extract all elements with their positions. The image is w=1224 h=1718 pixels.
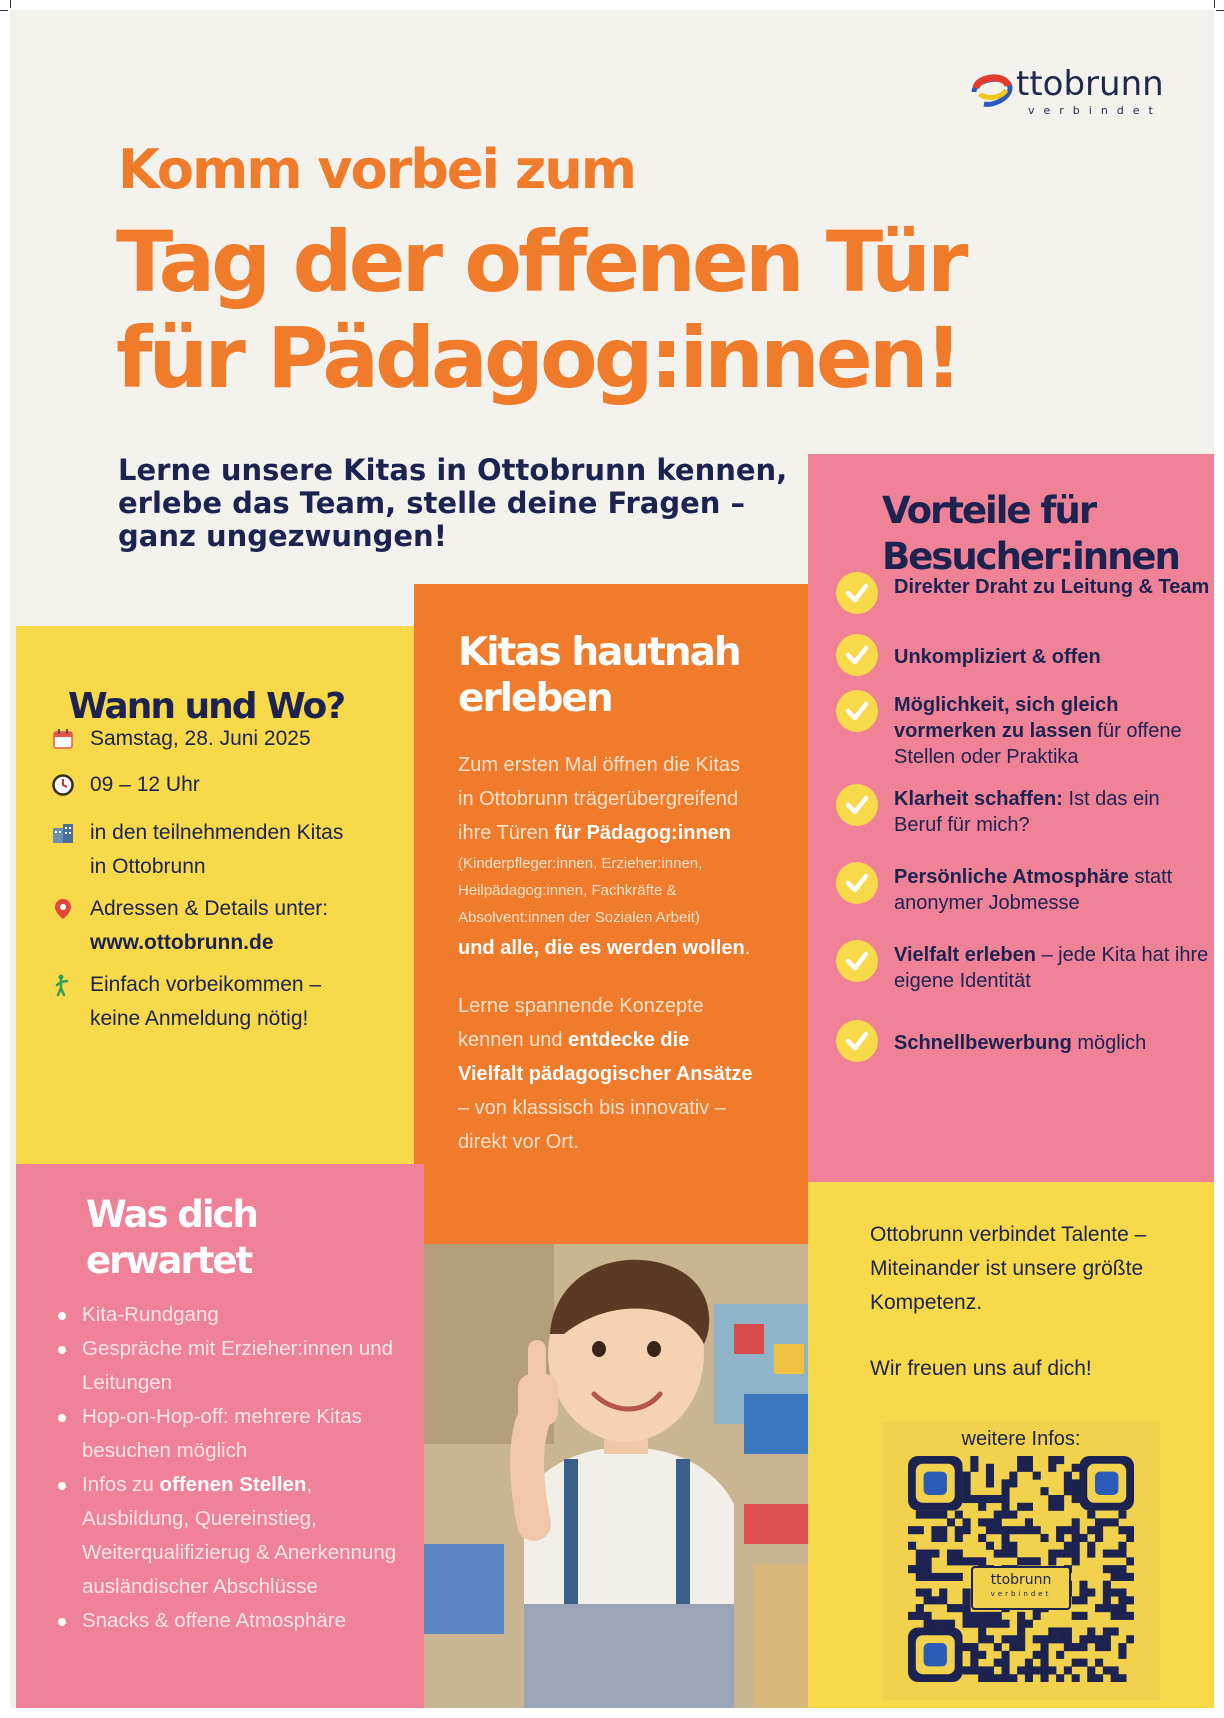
benefit-text [894, 574, 1210, 600]
ottobrunn-logo [970, 64, 1180, 124]
experience-panel [414, 584, 822, 1244]
experience-text-bold: entdecke die [568, 1029, 690, 1051]
closing-line: Kompetenz. [870, 1291, 983, 1314]
benefits-title [882, 488, 1179, 580]
closing-line: Ottobrunn verbindet Talente – [870, 1223, 1147, 1246]
benefit-item [836, 634, 1206, 678]
benefit-plain: für offene Stellen oder Praktika [894, 720, 1182, 768]
benefit-item [836, 572, 1210, 628]
drop-in-line: keine Anmeldung nötig! [90, 1007, 309, 1030]
benefit-text [894, 786, 1210, 838]
flyer-page [10, 10, 1214, 1708]
qr-logo-sub: verbindet [990, 1590, 1052, 1598]
check-icon [836, 940, 878, 982]
benefit-bold: Klarheit schaffen: [894, 788, 1063, 810]
experience-small-line: (Kinderpfleger:innen, Erzieher:innen, [458, 855, 703, 872]
walking-person-icon [52, 970, 74, 1000]
drop-in-line: Einfach vorbeikommen – [90, 973, 322, 996]
closing-line: Miteinander ist unsere größte [870, 1257, 1144, 1280]
list-item [56, 1468, 416, 1604]
experience-text [458, 748, 798, 1159]
experience-small-line: Heilpädagog:innen, Fachkräfte & [458, 882, 677, 899]
place-line: in den teilnehmenden Kitas [90, 821, 344, 844]
benefit-bold: Persönliche Atmosphäre [894, 866, 1129, 888]
benefit-bold: Direkter Draht zu Leitung & Team [894, 576, 1210, 598]
child-thumbs-up-illustration [414, 1244, 822, 1708]
closing-text [870, 1218, 1190, 1386]
qr-label: weitere Infos: [961, 1428, 1081, 1450]
experience-line [458, 816, 798, 850]
closing-panel [808, 1182, 1214, 1708]
crop-mark [10, 0, 11, 8]
details-text [90, 892, 410, 960]
headline-line-2: für Pädagog:innen! [116, 309, 959, 407]
expect-title [86, 1192, 257, 1284]
intro-line: Lerne unsere Kitas in Ottobrunn kennen, [118, 453, 788, 487]
benefit-bold: Unkompliziert & offen [894, 646, 1101, 668]
benefit-text [894, 864, 1210, 916]
qr-center-logo [971, 1566, 1071, 1610]
list-item-plain: , Ausbildung, Quereinstieg, Weiterqualifizierug & Anerkennung ausländischer Abschlüsse [82, 1473, 397, 1598]
clock-icon [52, 774, 74, 796]
experience-line: – von klassisch bis innovativ – [458, 1097, 726, 1119]
headline-line-1: Tag der offenen Tür [116, 213, 965, 311]
benefit-plain: Ist das ein Beruf für mich? [894, 788, 1160, 836]
intro-line: erlebe das Team, stelle deine Fragen – [118, 486, 745, 520]
benefit-text [894, 1030, 1210, 1056]
experience-title-line: Kitas hautnah [458, 630, 740, 675]
details-label: Adressen & Details unter: [90, 897, 329, 920]
experience-text-bold: für Pädagog:innen [554, 822, 732, 844]
experience-title-line: erleben [458, 676, 612, 721]
benefit-text [894, 692, 1210, 770]
benefit-text [894, 644, 1210, 670]
qr-logo-text: ttobrunn [990, 1572, 1052, 1588]
benefit-bold: Möglichkeit, sich gleich vormerken zu lassen [894, 694, 1119, 742]
headline-kicker: Komm vorbei zum [118, 138, 635, 201]
drop-in-text [90, 968, 410, 1036]
date-text: Samstag, 28. Juni 2025 [90, 727, 311, 750]
drop-in-row [52, 968, 412, 1036]
benefit-plain: statt anonymer Jobmesse [894, 866, 1173, 914]
headline [116, 214, 1116, 406]
experience-line: Zum ersten Mal öffnen die Kitas [458, 754, 740, 776]
check-icon [836, 862, 878, 904]
benefits-title-line: Besucher:innen [882, 535, 1179, 578]
place-row [52, 816, 412, 884]
benefit-bold: Vielfalt erleben [894, 944, 1036, 966]
place-text [90, 816, 410, 884]
check-icon [836, 1020, 878, 1062]
time-text: 09 – 12 Uhr [90, 773, 200, 796]
intro-text [118, 454, 818, 553]
map-pin-icon [52, 896, 74, 922]
building-icon [52, 822, 74, 844]
benefit-item [836, 690, 1206, 772]
website-url[interactable]: www.ottobrunn.de [90, 931, 274, 954]
logo-tagline: verbindet [1028, 104, 1162, 117]
experience-text-plain: ihre Türen [458, 822, 555, 844]
calendar-icon [52, 728, 74, 750]
experience-title [458, 630, 740, 722]
logo-mark-icon [970, 68, 1014, 112]
logo-text: ttobrunn [1016, 64, 1164, 104]
child-photo [414, 1244, 822, 1708]
check-icon [836, 784, 878, 826]
check-icon [836, 690, 878, 732]
benefit-item [836, 940, 1209, 996]
when-where-panel [16, 626, 424, 1164]
check-icon [836, 634, 878, 676]
expect-title-line: Was dich [86, 1193, 257, 1236]
experience-small-line: Absolvent:innen der Sozialen Arbeit) [458, 909, 700, 926]
benefits-title-line: Vorteile für [882, 489, 1096, 532]
time-row [52, 768, 412, 802]
experience-text-plain: . [744, 937, 751, 959]
expect-list [56, 1298, 416, 1638]
crop-mark [0, 10, 8, 11]
crop-mark [1216, 10, 1224, 11]
experience-line [458, 931, 798, 965]
experience-text-bold: Vielfalt pädagogischer Ansätze [458, 1063, 753, 1085]
list-item: Kita-Rundgang [56, 1298, 416, 1332]
expect-panel [16, 1164, 424, 1708]
website-link[interactable] [90, 926, 410, 960]
experience-text-bold: und alle, die es werden wollen [458, 937, 745, 959]
closing-greeting: Wir freuen uns auf dich! [870, 1357, 1092, 1380]
date-row [52, 722, 412, 756]
experience-line [458, 1057, 798, 1091]
benefit-bold: Schnellbewerbung [894, 1032, 1072, 1054]
experience-text-plain: kennen und [458, 1029, 569, 1051]
benefit-plain: möglich [1071, 1032, 1147, 1054]
intro-line: ganz ungezwungen! [118, 519, 447, 553]
qr-code-box[interactable] [882, 1422, 1160, 1700]
benefits-panel [808, 454, 1214, 1182]
experience-line: Lerne spannende Konzepte [458, 995, 704, 1017]
experience-line: direkt vor Ort. [458, 1131, 580, 1153]
benefit-item [836, 862, 1206, 918]
list-item: Gespräche mit Erzieher:innen und Leitungen [56, 1332, 416, 1400]
experience-line [458, 1023, 798, 1057]
benefit-text [894, 942, 1210, 994]
details-row [52, 892, 412, 960]
when-where-title: Wann und Wo? [68, 686, 345, 727]
list-item-plain: Infos zu [82, 1473, 160, 1496]
benefit-item [836, 1020, 1206, 1064]
check-icon [836, 572, 878, 614]
experience-line: in Ottobrunn trägerübergreifend [458, 788, 739, 810]
crop-mark [1214, 0, 1215, 8]
expect-title-line: erwartet [86, 1239, 252, 1282]
place-line: in Ottobrunn [90, 855, 206, 878]
benefit-plain: – jede Kita hat ihre eigene Identität [894, 944, 1209, 992]
list-item: Snacks & offene Atmosphäre [56, 1604, 416, 1638]
benefit-item [836, 784, 1206, 840]
list-item: Hop-on-Hop-off: mehrere Kitas besuchen möglich [56, 1400, 416, 1468]
list-item-bold: offenen Stellen [159, 1473, 307, 1496]
